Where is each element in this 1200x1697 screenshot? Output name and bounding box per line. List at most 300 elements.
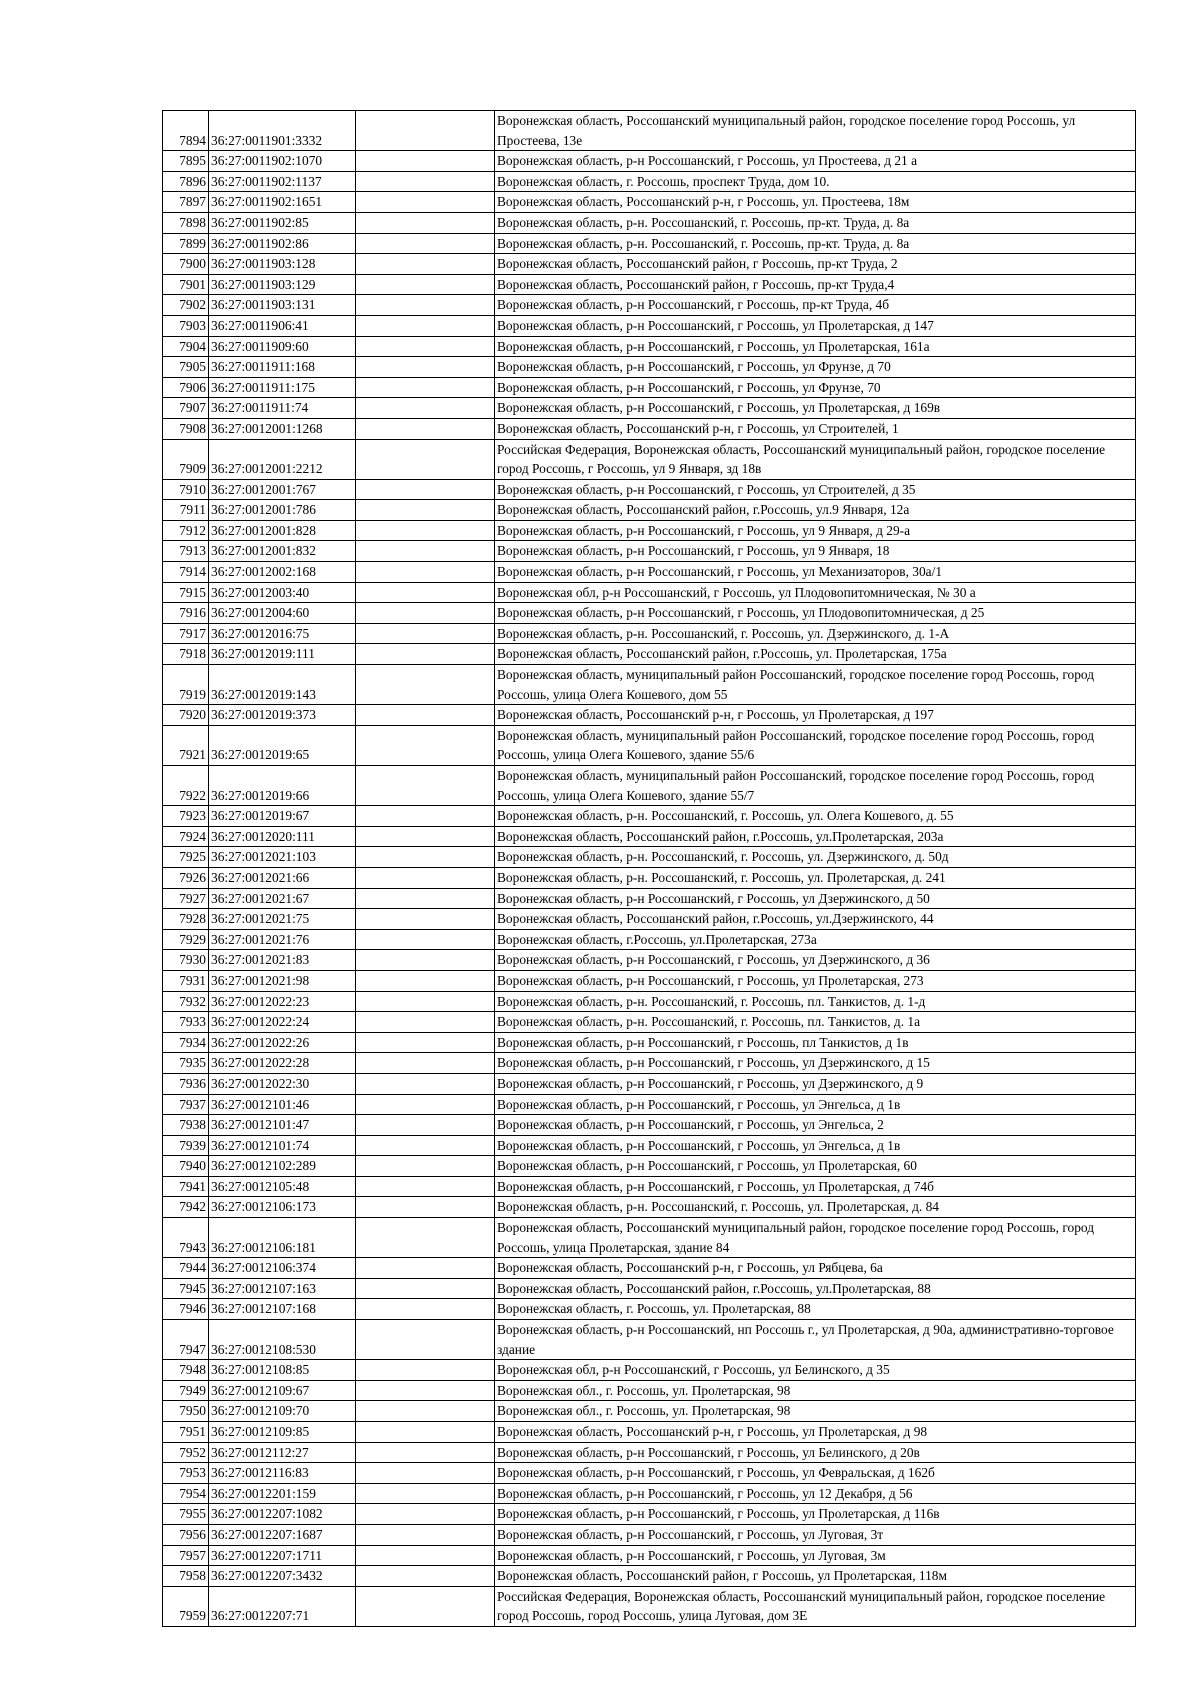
address-cell: Воронежская область, г. Россошь, проспект Труда, дом 10. [495, 171, 1136, 192]
table-row [163, 970, 1136, 991]
address-cell: Воронежская область, р-н Россошанский, г Россошь, ул 9 Января, д 29-а [495, 520, 1136, 541]
address-cell: Воронежская область, р-н Россошанский, г Россошь, ул Пролетарская, д 169в [495, 398, 1136, 419]
row-number-cell: 7946 [163, 1299, 209, 1320]
row-number-cell: 7904 [163, 336, 209, 357]
blank-cell [356, 254, 495, 275]
address-cell: Воронежская область, р-н Россошанский, г Россошь, пл Танкистов, д 1в [495, 1032, 1136, 1053]
row-number-cell: 7949 [163, 1380, 209, 1401]
cadastral-number-cell: 36:27:0011902:1070 [209, 151, 356, 172]
blank-cell [356, 1073, 495, 1094]
table-row [163, 950, 1136, 971]
table-row [163, 1094, 1136, 1115]
cadastral-number-cell: 36:27:0012101:46 [209, 1094, 356, 1115]
cadastral-number-cell: 36:27:0012108:530 [209, 1320, 356, 1360]
blank-cell [356, 888, 495, 909]
address-cell: Воронежская область, р-н Россошанский, г Россошь, ул Дзержинского, д 50 [495, 888, 1136, 909]
table-row [163, 1442, 1136, 1463]
cadastral-number-cell: 36:27:0012021:66 [209, 867, 356, 888]
row-number-cell: 7950 [163, 1401, 209, 1422]
address-cell: Воронежская обл., г. Россошь, ул. Пролетарская, 98 [495, 1380, 1136, 1401]
blank-cell [356, 847, 495, 868]
row-number-cell: 7898 [163, 212, 209, 233]
row-number-cell: 7895 [163, 151, 209, 172]
cadastral-number-cell: 36:27:0011902:85 [209, 212, 356, 233]
address-cell: Воронежская область, р-н Россошанский, г Россошь, ул Луговая, 3м [495, 1545, 1136, 1566]
address-cell: Воронежская область, муниципальный район Россошанский, городское поселение город Россошь, город Россошь, улица Олега Кошевого, здание 55/6 [495, 725, 1136, 765]
address-cell: Российская Федерация, Воронежская область, Россошанский муниципальный район, городское поселение город Россошь, город Россошь, улица Луговая, дом 3Е [495, 1586, 1136, 1626]
cadastral-number-cell: 36:27:0012016:75 [209, 623, 356, 644]
row-number-cell: 7942 [163, 1197, 209, 1218]
table-row [163, 336, 1136, 357]
row-number-cell: 7924 [163, 826, 209, 847]
cadastral-number-cell: 36:27:0012021:67 [209, 888, 356, 909]
row-number-cell: 7903 [163, 315, 209, 336]
address-cell: Воронежская область, р-н Россошанский, г Россошь, ул 9 Января, 18 [495, 541, 1136, 562]
address-cell: Воронежская область, р-н Россошанский, г Россошь, ул Белинского, д 20в [495, 1442, 1136, 1463]
address-cell: Воронежская область, р-н Россошанский, г Россошь, ул Дзержинского, д 9 [495, 1073, 1136, 1094]
cadastral-number-cell: 36:27:0012107:168 [209, 1299, 356, 1320]
table-row [163, 357, 1136, 378]
row-number-cell: 7932 [163, 991, 209, 1012]
cadastral-number-cell: 36:27:0012109:85 [209, 1422, 356, 1443]
row-number-cell: 7957 [163, 1545, 209, 1566]
row-number-cell: 7899 [163, 233, 209, 254]
row-number-cell: 7955 [163, 1504, 209, 1525]
table-row [163, 274, 1136, 295]
address-cell: Воронежская область, р-н Россошанский, г Россошь, ул Энгельса, д 1в [495, 1094, 1136, 1115]
row-number-cell: 7937 [163, 1094, 209, 1115]
cadastral-number-cell: 36:27:0011903:129 [209, 274, 356, 295]
address-cell: Воронежская область, р-н Россошанский, г Россошь, ул Механизаторов, 30а/1 [495, 562, 1136, 583]
row-number-cell: 7933 [163, 1012, 209, 1033]
address-cell: Воронежская область, р-н Россошанский, г Россошь, ул 12 Декабря, д 56 [495, 1483, 1136, 1504]
blank-cell [356, 398, 495, 419]
blank-cell [356, 1586, 495, 1626]
blank-cell [356, 192, 495, 213]
table-row [163, 315, 1136, 336]
cadastral-number-cell: 36:27:0012004:60 [209, 603, 356, 624]
row-number-cell: 7918 [163, 644, 209, 665]
table-row [163, 1258, 1136, 1279]
row-number-cell: 7947 [163, 1320, 209, 1360]
address-cell: Воронежская область, Россошанский район, г.Россошь, ул.Дзержинского, 44 [495, 909, 1136, 930]
row-number-cell: 7919 [163, 665, 209, 705]
table-row [163, 1073, 1136, 1094]
blank-cell [356, 1218, 495, 1258]
row-number-cell: 7910 [163, 479, 209, 500]
cadastral-number-cell: 36:27:0012021:75 [209, 909, 356, 930]
blank-cell [356, 991, 495, 1012]
table-row [163, 1012, 1136, 1033]
cadastral-number-cell: 36:27:0012207:71 [209, 1586, 356, 1626]
table-row [163, 1053, 1136, 1074]
blank-cell [356, 1299, 495, 1320]
address-cell: Воронежская область, Россошанский р-н, г Россошь, ул Пролетарская, д 98 [495, 1422, 1136, 1443]
blank-cell [356, 1380, 495, 1401]
table-row [163, 418, 1136, 439]
blank-cell [356, 295, 495, 316]
address-cell: Воронежская область, Россошанский район, г Россошь, ул Пролетарская, 118м [495, 1566, 1136, 1587]
row-number-cell: 7922 [163, 766, 209, 806]
blank-cell [356, 826, 495, 847]
table-row [163, 377, 1136, 398]
cadastral-number-cell: 36:27:0012019:67 [209, 806, 356, 827]
cadastral-number-cell: 36:27:0012106:374 [209, 1258, 356, 1279]
blank-cell [356, 950, 495, 971]
address-cell: Воронежская область, р-н Россошанский, г Россошь, ул Строителей, д 35 [495, 479, 1136, 500]
cadastral-number-cell: 36:27:0012112:27 [209, 1442, 356, 1463]
blank-cell [356, 705, 495, 726]
cadastral-number-cell: 36:27:0012019:111 [209, 644, 356, 665]
row-number-cell: 7907 [163, 398, 209, 419]
blank-cell [356, 336, 495, 357]
address-cell: Воронежская область, р-н Россошанский, г Россошь, ул Энгельса, д 1в [495, 1135, 1136, 1156]
blank-cell [356, 1176, 495, 1197]
row-number-cell: 7934 [163, 1032, 209, 1053]
address-cell: Воронежская область, р-н. Россошанский, г. Россошь, пл. Танкистов, д. 1а [495, 1012, 1136, 1033]
row-number-cell: 7912 [163, 520, 209, 541]
cadastral-number-cell: 36:27:0012021:103 [209, 847, 356, 868]
cadastral-number-cell: 36:27:0012001:767 [209, 479, 356, 500]
row-number-cell: 7900 [163, 254, 209, 275]
table-row [163, 1197, 1136, 1218]
blank-cell [356, 603, 495, 624]
cadastral-number-cell: 36:27:0012021:76 [209, 929, 356, 950]
address-cell: Воронежская область, р-н Россошанский, г Россошь, ул Пролетарская, 60 [495, 1156, 1136, 1177]
cadastral-number-cell: 36:27:0011903:128 [209, 254, 356, 275]
table-row [163, 171, 1136, 192]
blank-cell [356, 1053, 495, 1074]
cadastral-number-cell: 36:27:0012109:70 [209, 1401, 356, 1422]
table-row [163, 1278, 1136, 1299]
cadastral-number-cell: 36:27:0012207:3432 [209, 1566, 356, 1587]
address-cell: Воронежская область, Россошанский муниципальный район, городское поселение город Россошь, город Россошь, улица Пролетарская, здание 84 [495, 1218, 1136, 1258]
address-cell: Воронежская область, р-н. Россошанский, г. Россошь, ул. Дзержинского, д. 50д [495, 847, 1136, 868]
blank-cell [356, 582, 495, 603]
table-row [163, 562, 1136, 583]
cadastral-number-cell: 36:27:0012116:83 [209, 1463, 356, 1484]
cadastral-number-cell: 36:27:0012001:786 [209, 500, 356, 521]
cadastral-number-cell: 36:27:0012106:173 [209, 1197, 356, 1218]
table-row [163, 1504, 1136, 1525]
address-cell: Воронежская область, р-н Россошанский, г Россошь, ул Фрунзе, д 70 [495, 357, 1136, 378]
blank-cell [356, 1524, 495, 1545]
cadastral-number-cell: 36:27:0012101:74 [209, 1135, 356, 1156]
blank-cell [356, 1012, 495, 1033]
table-row [163, 479, 1136, 500]
row-number-cell: 7925 [163, 847, 209, 868]
address-cell: Воронежская область, р-н Россошанский, г Россошь, ул Пролетарская, 273 [495, 970, 1136, 991]
row-number-cell: 7923 [163, 806, 209, 827]
row-number-cell: 7945 [163, 1278, 209, 1299]
cadastral-number-cell: 36:27:0012001:2212 [209, 439, 356, 479]
address-cell: Воронежская область, Россошанский район, г Россошь, пр-кт Труда, 2 [495, 254, 1136, 275]
row-number-cell: 7926 [163, 867, 209, 888]
row-number-cell: 7894 [163, 111, 209, 151]
cadastral-number-cell: 36:27:0012019:65 [209, 725, 356, 765]
table-body [163, 111, 1136, 1627]
address-cell: Воронежская область, р-н Россошанский, г Россошь, ул Фрунзе, 70 [495, 377, 1136, 398]
row-number-cell: 7920 [163, 705, 209, 726]
table-row [163, 520, 1136, 541]
address-cell: Воронежская область, Россошанский район, г.Россошь, ул. Пролетарская, 175а [495, 644, 1136, 665]
cadastral-number-cell: 36:27:0011901:3332 [209, 111, 356, 151]
row-number-cell: 7909 [163, 439, 209, 479]
row-number-cell: 7939 [163, 1135, 209, 1156]
blank-cell [356, 418, 495, 439]
table-row [163, 151, 1136, 172]
blank-cell [356, 111, 495, 151]
address-cell: Воронежская область, р-н. Россошанский, г. Россошь, пр-кт. Труда, д. 8а [495, 233, 1136, 254]
blank-cell [356, 644, 495, 665]
address-cell: Воронежская область, р-н. Россошанский, г. Россошь, ул. Пролетарская, д. 84 [495, 1197, 1136, 1218]
table-row [163, 582, 1136, 603]
row-number-cell: 7917 [163, 623, 209, 644]
address-cell: Воронежская область, р-н. Россошанский, г. Россошь, ул. Дзержинского, д. 1-А [495, 623, 1136, 644]
row-number-cell: 7951 [163, 1422, 209, 1443]
address-cell: Воронежская область, Россошанский р-н, г Россошь, ул. Простеева, 18м [495, 192, 1136, 213]
cadastral-number-cell: 36:27:0012107:163 [209, 1278, 356, 1299]
cadastral-number-cell: 36:27:0012108:85 [209, 1360, 356, 1381]
table-row [163, 623, 1136, 644]
table-row [163, 806, 1136, 827]
cadastral-number-cell: 36:27:0011911:175 [209, 377, 356, 398]
address-cell: Воронежская область, Россошанский район, г.Россошь, ул.Пролетарская, 203а [495, 826, 1136, 847]
table-row [163, 233, 1136, 254]
address-cell: Воронежская область, р-н Россошанский, г Россошь, ул Дзержинского, д 15 [495, 1053, 1136, 1074]
address-cell: Воронежская область, р-н Россошанский, г Россошь, ул Пролетарская, д 116в [495, 1504, 1136, 1525]
row-number-cell: 7938 [163, 1115, 209, 1136]
row-number-cell: 7954 [163, 1483, 209, 1504]
blank-cell [356, 315, 495, 336]
blank-cell [356, 806, 495, 827]
table-row [163, 1218, 1136, 1258]
blank-cell [356, 1566, 495, 1587]
table-row [163, 847, 1136, 868]
blank-cell [356, 562, 495, 583]
blank-cell [356, 1094, 495, 1115]
blank-cell [356, 151, 495, 172]
table-row [163, 1401, 1136, 1422]
address-cell: Воронежская область, Россошанский район, г.Россошь, ул.Пролетарская, 88 [495, 1278, 1136, 1299]
blank-cell [356, 1032, 495, 1053]
table-row [163, 111, 1136, 151]
table-row [163, 991, 1136, 1012]
cadastral-number-cell: 36:27:0012207:1687 [209, 1524, 356, 1545]
cadastral-number-cell: 36:27:0011911:74 [209, 398, 356, 419]
blank-cell [356, 909, 495, 930]
blank-cell [356, 1422, 495, 1443]
table-row [163, 1156, 1136, 1177]
cadastral-number-cell: 36:27:0011902:1137 [209, 171, 356, 192]
address-cell: Воронежская область, р-н Россошанский, г Россошь, ул Плодовопитомническая, д 25 [495, 603, 1136, 624]
row-number-cell: 7901 [163, 274, 209, 295]
address-cell: Воронежская область, р-н Россошанский, г Россошь, ул Февральская, д 162б [495, 1463, 1136, 1484]
cadastral-number-cell: 36:27:0012019:143 [209, 665, 356, 705]
blank-cell [356, 867, 495, 888]
row-number-cell: 7896 [163, 171, 209, 192]
cadastral-number-cell: 36:27:0012020:111 [209, 826, 356, 847]
row-number-cell: 7911 [163, 500, 209, 521]
row-number-cell: 7941 [163, 1176, 209, 1197]
row-number-cell: 7958 [163, 1566, 209, 1587]
row-number-cell: 7913 [163, 541, 209, 562]
table-row [163, 1483, 1136, 1504]
row-number-cell: 7952 [163, 1442, 209, 1463]
row-number-cell: 7905 [163, 357, 209, 378]
blank-cell [356, 1197, 495, 1218]
blank-cell [356, 929, 495, 950]
table-row [163, 1586, 1136, 1626]
table-row [163, 254, 1136, 275]
blank-cell [356, 665, 495, 705]
row-number-cell: 7921 [163, 725, 209, 765]
table-row [163, 1422, 1136, 1443]
cadastral-number-cell: 36:27:0011909:60 [209, 336, 356, 357]
blank-cell [356, 1483, 495, 1504]
table-row [163, 867, 1136, 888]
address-cell: Воронежская область, р-н. Россошанский, г. Россошь, пл. Танкистов, д. 1-д [495, 991, 1136, 1012]
blank-cell [356, 171, 495, 192]
blank-cell [356, 1442, 495, 1463]
row-number-cell: 7908 [163, 418, 209, 439]
row-number-cell: 7930 [163, 950, 209, 971]
address-cell: Воронежская область, р-н Россошанский, нп Россошь г., ул Пролетарская, д 90а, административно-торговое здание [495, 1320, 1136, 1360]
cadastral-number-cell: 36:27:0012022:23 [209, 991, 356, 1012]
address-cell: Воронежская область, Россошанский р-н, г Россошь, ул Строителей, 1 [495, 418, 1136, 439]
row-number-cell: 7956 [163, 1524, 209, 1545]
cadastral-number-cell: 36:27:0011903:131 [209, 295, 356, 316]
blank-cell [356, 1463, 495, 1484]
blank-cell [356, 212, 495, 233]
table-row [163, 705, 1136, 726]
address-cell: Воронежская область, р-н. Россошанский, г. Россошь, ул. Олега Кошевого, д. 55 [495, 806, 1136, 827]
table-row [163, 1360, 1136, 1381]
cadastral-number-cell: 36:27:0012019:66 [209, 766, 356, 806]
table-row [163, 398, 1136, 419]
cadastral-number-cell: 36:27:0012109:67 [209, 1380, 356, 1401]
address-cell: Воронежская область, р-н Россошанский, г Россошь, ул Простеева, д 21 а [495, 151, 1136, 172]
table-row [163, 541, 1136, 562]
blank-cell [356, 479, 495, 500]
row-number-cell: 7916 [163, 603, 209, 624]
table-row [163, 909, 1136, 930]
blank-cell [356, 520, 495, 541]
row-number-cell: 7959 [163, 1586, 209, 1626]
table-row [163, 192, 1136, 213]
table-row [163, 1463, 1136, 1484]
cadastral-number-cell: 36:27:0012001:1268 [209, 418, 356, 439]
blank-cell [356, 1360, 495, 1381]
table-row [163, 500, 1136, 521]
row-number-cell: 7936 [163, 1073, 209, 1094]
table-row [163, 1032, 1136, 1053]
table-row [163, 1524, 1136, 1545]
cadastral-number-cell: 36:27:0012019:373 [209, 705, 356, 726]
address-cell: Воронежская область, г.Россошь, ул.Пролетарская, 273а [495, 929, 1136, 950]
table-row [163, 1176, 1136, 1197]
address-cell: Воронежская область, р-н Россошанский, г Россошь, ул Дзержинского, д 36 [495, 950, 1136, 971]
address-cell: Воронежская обл, р-н Россошанский, г Россошь, ул Белинского, д 35 [495, 1360, 1136, 1381]
address-cell: Российская Федерация, Воронежская область, Россошанский муниципальный район, городское поселение город Россошь, г Россошь, ул 9 Января, зд 18в [495, 439, 1136, 479]
cadastral-number-cell: 36:27:0012101:47 [209, 1115, 356, 1136]
blank-cell [356, 1135, 495, 1156]
address-cell: Воронежская обл, р-н Россошанский, г Россошь, ул Плодовопитомническая, № 30 а [495, 582, 1136, 603]
cadastral-number-cell: 36:27:0012207:1711 [209, 1545, 356, 1566]
row-number-cell: 7929 [163, 929, 209, 950]
cadastral-number-cell: 36:27:0011902:86 [209, 233, 356, 254]
blank-cell [356, 1156, 495, 1177]
table-row [163, 929, 1136, 950]
cadastral-number-cell: 36:27:0012001:832 [209, 541, 356, 562]
blank-cell [356, 766, 495, 806]
blank-cell [356, 1504, 495, 1525]
cadastral-number-cell: 36:27:0011902:1651 [209, 192, 356, 213]
cadastral-number-cell: 36:27:0012106:181 [209, 1218, 356, 1258]
blank-cell [356, 1401, 495, 1422]
cadastral-number-cell: 36:27:0012102:289 [209, 1156, 356, 1177]
blank-cell [356, 377, 495, 398]
table-row [163, 1320, 1136, 1360]
row-number-cell: 7915 [163, 582, 209, 603]
address-cell: Воронежская область, р-н. Россошанский, г. Россошь, ул. Пролетарская, д. 241 [495, 867, 1136, 888]
row-number-cell: 7948 [163, 1360, 209, 1381]
address-cell: Воронежская область, р-н Россошанский, г Россошь, ул Пролетарская, 161а [495, 336, 1136, 357]
address-cell: Воронежская область, муниципальный район Россошанский, городское поселение город Россошь, город Россошь, улица Олега Кошевого, дом 55 [495, 665, 1136, 705]
cadastral-number-cell: 36:27:0012003:40 [209, 582, 356, 603]
blank-cell [356, 439, 495, 479]
address-cell: Воронежская область, г. Россошь, ул. Пролетарская, 88 [495, 1299, 1136, 1320]
blank-cell [356, 1115, 495, 1136]
table-row [163, 888, 1136, 909]
table-row [163, 1299, 1136, 1320]
row-number-cell: 7940 [163, 1156, 209, 1177]
address-cell: Воронежская область, муниципальный район Россошанский, городское поселение город Россошь, город Россошь, улица Олега Кошевого, здание 55/7 [495, 766, 1136, 806]
cadastral-number-cell: 36:27:0012022:26 [209, 1032, 356, 1053]
address-cell: Воронежская область, р-н Россошанский, г Россошь, ул Луговая, 3т [495, 1524, 1136, 1545]
cadastral-number-cell: 36:27:0012022:28 [209, 1053, 356, 1074]
cadastral-number-cell: 36:27:0012002:168 [209, 562, 356, 583]
blank-cell [356, 1545, 495, 1566]
table-row [163, 1566, 1136, 1587]
table-row [163, 665, 1136, 705]
row-number-cell: 7927 [163, 888, 209, 909]
table-row [163, 603, 1136, 624]
cadastral-number-cell: 36:27:0012001:828 [209, 520, 356, 541]
blank-cell [356, 233, 495, 254]
row-number-cell: 7902 [163, 295, 209, 316]
cadastral-number-cell: 36:27:0012201:159 [209, 1483, 356, 1504]
blank-cell [356, 357, 495, 378]
cadastral-number-cell: 36:27:0012021:83 [209, 950, 356, 971]
address-cell: Воронежская область, Россошанский район, г.Россошь, ул.9 Января, 12а [495, 500, 1136, 521]
blank-cell [356, 1258, 495, 1279]
row-number-cell: 7914 [163, 562, 209, 583]
address-cell: Воронежская область, р-н Россошанский, г Россошь, ул Энгельса, 2 [495, 1115, 1136, 1136]
row-number-cell: 7935 [163, 1053, 209, 1074]
table-row [163, 1545, 1136, 1566]
table-row [163, 212, 1136, 233]
address-cell: Воронежская область, р-н Россошанский, г Россошь, ул Пролетарская, д 74б [495, 1176, 1136, 1197]
table-row [163, 826, 1136, 847]
row-number-cell: 7897 [163, 192, 209, 213]
address-cell: Воронежская область, Россошанский р-н, г Россошь, ул Рябцева, 6а [495, 1258, 1136, 1279]
table-row [163, 1135, 1136, 1156]
blank-cell [356, 970, 495, 991]
blank-cell [356, 500, 495, 521]
row-number-cell: 7943 [163, 1218, 209, 1258]
cadastral-number-cell: 36:27:0011911:168 [209, 357, 356, 378]
